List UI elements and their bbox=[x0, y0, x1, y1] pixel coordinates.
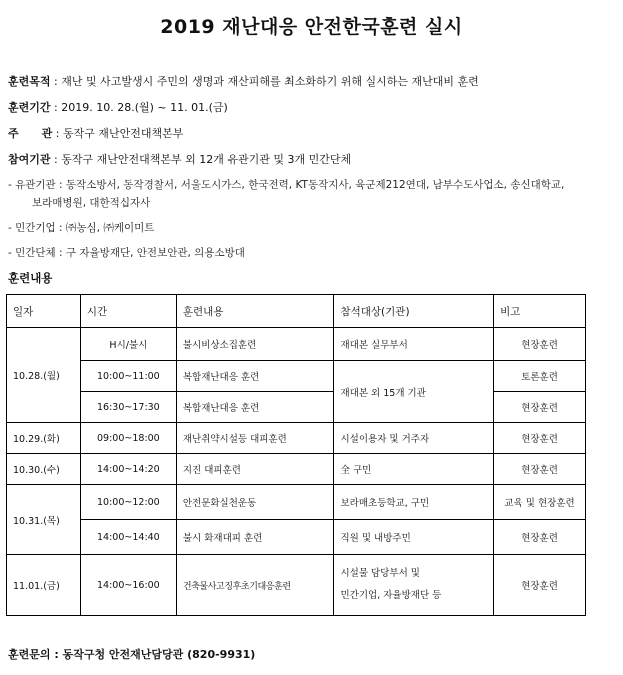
cell-note: 현장훈련 bbox=[494, 328, 586, 361]
info-label: 참여기관 bbox=[8, 153, 51, 166]
cell-date: 11.01.(금) bbox=[7, 555, 81, 616]
cell-target: 재대본 실무부서 bbox=[334, 328, 494, 361]
table-row bbox=[7, 361, 586, 392]
cell-target bbox=[334, 555, 494, 616]
cell-target: 全 구민 bbox=[334, 454, 494, 485]
info-host bbox=[8, 125, 183, 141]
header-note: 비고 bbox=[494, 295, 586, 328]
cell-target: 재대본 외 15개 기관 bbox=[334, 361, 494, 423]
cell-content: 불시비상소집훈련 bbox=[176, 328, 334, 361]
info-period bbox=[8, 99, 228, 115]
contact-footer: 훈련문의 : 동작구청 안전재난담당관 (820-9931) bbox=[8, 648, 256, 661]
cell-time: H시/불시 bbox=[80, 328, 176, 361]
info-value: 2019. 10. 28.(월) ~ 11. 01.(금) bbox=[61, 101, 228, 114]
page-title: 2019 재난대응 안전한국훈련 실시 bbox=[160, 16, 463, 38]
info-purpose bbox=[8, 73, 479, 89]
table-row bbox=[7, 485, 586, 520]
cell-target: 보라매초등학교, 구민 bbox=[334, 485, 494, 520]
header-target: 참석대상(기관) bbox=[334, 295, 494, 328]
target-line-2: 민간기업, 자율방재단 등 bbox=[340, 590, 442, 601]
cell-content: 건축물사고징후초기대응훈련 bbox=[176, 555, 334, 616]
target-line-1: 시설물 담당부서 및 bbox=[340, 568, 420, 579]
info-sep: : bbox=[52, 127, 63, 140]
cell-time: 14:00~14:40 bbox=[80, 520, 176, 555]
cell-time: 10:00~12:00 bbox=[80, 485, 176, 520]
cell-note: 현장훈련 bbox=[494, 555, 586, 616]
table-row bbox=[7, 454, 586, 485]
cell-content: 복합재난대응 훈련 bbox=[176, 361, 334, 392]
info-label: 주 관 bbox=[8, 127, 53, 140]
agencies-line-2: 보라매병원, 대한적십자사 bbox=[32, 197, 151, 209]
header-time: 시간 bbox=[80, 295, 176, 328]
info-value: 동작구 재난안전대책본부 bbox=[62, 127, 184, 140]
info-label: 훈련목적 bbox=[8, 75, 51, 88]
info-sep: : bbox=[50, 153, 62, 166]
cell-content: 불시 화재대피 훈련 bbox=[176, 520, 334, 555]
section-title: 훈련내용 bbox=[8, 271, 53, 285]
info-participants bbox=[8, 151, 351, 167]
cell-target: 시설이용자 및 거주자 bbox=[334, 423, 494, 454]
cell-note: 토론훈련 bbox=[494, 361, 586, 392]
table-row bbox=[7, 520, 586, 555]
cell-date: 10.30.(수) bbox=[7, 454, 81, 485]
cell-time: 14:00~16:00 bbox=[80, 555, 176, 616]
info-label: 훈련기간 bbox=[8, 101, 51, 114]
cell-content: 복합재난대응 훈련 bbox=[176, 392, 334, 423]
cell-note: 현장훈련 bbox=[494, 454, 586, 485]
table-header-row bbox=[7, 295, 586, 328]
training-table bbox=[6, 294, 586, 616]
cell-content: 안전문화실천운동 bbox=[176, 485, 334, 520]
header-date: 일자 bbox=[7, 295, 81, 328]
companies-line: - 민간기업 : ㈜농심, ㈜케이미트 bbox=[8, 222, 155, 234]
cell-date: 10.31.(목) bbox=[7, 485, 81, 555]
table-row bbox=[7, 392, 586, 423]
agencies-line-1: - 유관기관 : 동작소방서, 동작경찰서, 서울도시가스, 한국전력, KT동작지사, 육군제212연대, 남부수도사업소, 송신대학교, bbox=[8, 179, 565, 191]
table-row bbox=[7, 328, 586, 361]
cell-time: 10:00~11:00 bbox=[80, 361, 176, 392]
table-row bbox=[7, 555, 586, 616]
info-sep: : bbox=[50, 101, 62, 114]
cell-target: 직원 및 내방주민 bbox=[334, 520, 494, 555]
info-value: 동작구 재난안전대책본부 외 12개 유관기관 및 3개 민간단체 bbox=[61, 153, 352, 166]
info-sep: : bbox=[50, 75, 62, 88]
table-row bbox=[7, 423, 586, 454]
groups-line: - 민간단체 : 구 자율방재단, 안전보안관, 의용소방대 bbox=[8, 247, 245, 259]
cell-time: 16:30~17:30 bbox=[80, 392, 176, 423]
cell-date: 10.28.(월) bbox=[7, 328, 81, 423]
cell-note: 현장훈련 bbox=[494, 392, 586, 423]
cell-date: 10.29.(화) bbox=[7, 423, 81, 454]
cell-note: 현장훈련 bbox=[494, 423, 586, 454]
header-content: 훈련내용 bbox=[176, 295, 334, 328]
cell-time: 14:00~14:20 bbox=[80, 454, 176, 485]
cell-content: 재난취약시설등 대피훈련 bbox=[176, 423, 334, 454]
cell-content: 지진 대피훈련 bbox=[176, 454, 334, 485]
cell-time: 09:00~18:00 bbox=[80, 423, 176, 454]
cell-note: 교육 및 현장훈련 bbox=[494, 485, 586, 520]
info-value: 재난 및 사고발생시 주민의 생명과 재산피해를 최소화하기 위해 실시하는 재난대비 훈련 bbox=[61, 75, 479, 88]
cell-note: 현장훈련 bbox=[494, 520, 586, 555]
